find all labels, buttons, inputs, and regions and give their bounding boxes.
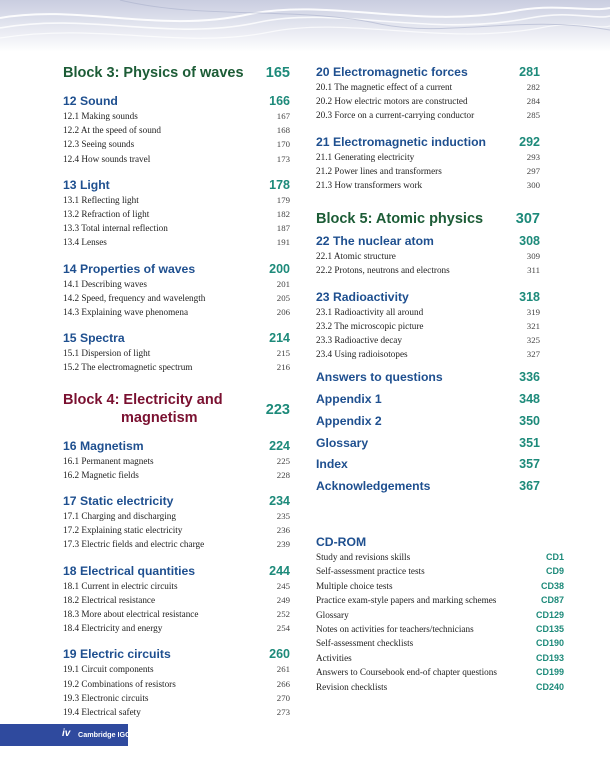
chapter-heading[interactable] <box>63 563 290 579</box>
section-title: 12.3 Seeing sounds <box>63 139 135 150</box>
cdrom-title: Self-assessment checklists <box>316 638 414 649</box>
section-page: 205 <box>276 292 290 303</box>
cdrom-title: Glossary <box>316 609 349 620</box>
cdrom-title: Self-assessment practice tests <box>316 566 425 577</box>
section-title: 23.1 Radioactivity all around <box>316 306 424 317</box>
section-entry[interactable] <box>316 80 540 94</box>
toc-chapter <box>63 563 290 636</box>
section-title: 23.3 Radioactive decay <box>316 335 402 346</box>
section-entry[interactable] <box>63 691 290 705</box>
chapter-page: 260 <box>269 647 290 662</box>
section-title: 20.1 The magnetic effect of a current <box>316 82 453 92</box>
section-entry[interactable] <box>63 221 290 235</box>
section-title: 19.4 Electrical safety <box>63 707 141 718</box>
section-entry[interactable] <box>63 137 290 151</box>
section-title: 14.2 Speed, frequency and wavelength <box>63 292 206 303</box>
section-entry[interactable] <box>63 523 290 537</box>
back-matter-page: 351 <box>519 435 540 450</box>
section-title: 19.2 Combinations of resistors <box>63 678 176 689</box>
block-3-chapters <box>63 93 290 375</box>
chapter-page: 281 <box>519 65 540 79</box>
chapter-page: 166 <box>269 94 290 108</box>
section-entry[interactable] <box>63 621 290 635</box>
toc-chapter <box>316 64 540 123</box>
section-title: 13.3 Total internal reflection <box>63 223 168 234</box>
section-entry[interactable] <box>316 164 540 178</box>
cdrom-title: Notes on activities for teachers/technicians <box>316 624 474 635</box>
section-entry[interactable] <box>63 537 290 551</box>
section-entry[interactable] <box>63 579 290 593</box>
section-title: 18.2 Electrical resistance <box>63 594 156 605</box>
block-page: 165 <box>265 65 290 81</box>
back-matter-entry[interactable] <box>316 456 540 472</box>
back-matter-page: 367 <box>519 478 540 493</box>
cdrom-page: CD193 <box>535 652 564 663</box>
section-title: 17.2 Explaining static electricity <box>63 525 183 536</box>
chapter-title: 12 Sound <box>63 94 118 108</box>
section-entry[interactable] <box>63 152 290 166</box>
back-matter-title: Glossary <box>316 435 369 450</box>
section-entry[interactable] <box>63 109 290 123</box>
chapter-page: 178 <box>269 177 290 192</box>
section-page: 191 <box>276 237 290 248</box>
chapter-heading[interactable] <box>316 289 540 305</box>
section-entry[interactable] <box>63 346 290 360</box>
cdrom-title: Activities <box>316 652 352 663</box>
section-page: 239 <box>276 539 290 550</box>
section-entry[interactable] <box>63 593 290 607</box>
back-matter-title: Answers to questions <box>316 370 443 385</box>
section-page: 201 <box>276 278 290 289</box>
section-page: 309 <box>526 251 540 262</box>
cdrom-title: Practice exam-style papers and marking schemes <box>316 595 497 606</box>
section-page: 252 <box>276 609 290 620</box>
cdrom-page: CD190 <box>535 638 564 649</box>
block-title-line2: magnetism <box>121 409 198 426</box>
section-title: 19.3 Electronic circuits <box>63 692 149 703</box>
section-page: 273 <box>276 707 290 718</box>
section-page: 321 <box>526 320 540 331</box>
toc-chapter <box>316 134 540 193</box>
section-page: 206 <box>276 307 290 318</box>
section-title: 23.2 The microscopic picture <box>316 320 424 331</box>
toc-chapter <box>63 493 290 552</box>
section-page: 293 <box>526 151 540 162</box>
back-matter-entry[interactable] <box>316 435 540 451</box>
section-page: 297 <box>526 165 540 176</box>
back-matter-title: Index <box>316 457 348 472</box>
section-title: 18.1 Current in electric circuits <box>63 580 178 591</box>
section-page: 236 <box>276 525 290 536</box>
chapter-heading[interactable] <box>63 330 290 346</box>
section-title: 12.4 How sounds travel <box>63 153 151 164</box>
section-entry[interactable] <box>63 705 290 719</box>
chapter-page: 318 <box>519 289 540 304</box>
section-entry[interactable] <box>63 291 290 305</box>
chapter-heading[interactable] <box>316 64 540 80</box>
chapter-heading[interactable] <box>63 493 290 509</box>
chapter-heading[interactable] <box>63 93 290 109</box>
section-page: 319 <box>526 306 540 317</box>
section-page: 225 <box>276 455 290 466</box>
chapter-title: 18 Electrical quantities <box>63 563 196 578</box>
section-entry[interactable] <box>316 108 540 122</box>
cdrom-title: Answers to Coursebook end-of chapter questions <box>316 667 497 678</box>
chapter-page: 244 <box>269 563 290 578</box>
chapter-page: 234 <box>269 494 290 509</box>
section-entry[interactable] <box>63 662 290 676</box>
chapter-page: 214 <box>269 331 290 346</box>
section-entry[interactable] <box>63 123 290 137</box>
section-page: 167 <box>276 111 290 121</box>
section-entry[interactable] <box>316 94 540 108</box>
cdrom-entry[interactable] <box>316 651 564 665</box>
section-page: 261 <box>276 664 290 675</box>
chapter-page: 308 <box>519 234 540 249</box>
chapter-page: 200 <box>269 261 290 276</box>
section-title: 16.1 Permanent magnets <box>63 455 154 466</box>
chapter-title: 21 Electromagnetic induction <box>316 134 486 149</box>
section-title: 19.1 Circuit components <box>63 664 154 675</box>
section-title: 21.1 Generating electricity <box>316 151 415 162</box>
chapter-title: 22 The nuclear atom <box>316 234 434 249</box>
toc-chapter <box>63 438 290 482</box>
section-page: 216 <box>276 362 290 373</box>
section-entry[interactable] <box>316 305 540 319</box>
section-entry[interactable] <box>63 468 290 482</box>
section-title: 16.2 Magnetic fields <box>63 469 139 480</box>
toc-chapter <box>63 646 290 719</box>
section-page: 254 <box>276 623 290 634</box>
section-page: 300 <box>526 180 540 191</box>
section-entry[interactable] <box>316 178 540 192</box>
section-page: 270 <box>276 692 290 703</box>
footer-page-number: iv <box>62 728 71 739</box>
section-title: 13.4 Lenses <box>63 237 107 248</box>
back-matter-entry[interactable] <box>316 478 540 494</box>
section-title: 13.2 Refraction of light <box>63 209 150 220</box>
section-entry[interactable] <box>63 277 290 291</box>
section-entry[interactable] <box>63 235 290 249</box>
section-title: 15.1 Dispersion of light <box>63 348 151 359</box>
cdrom-page: CD1 <box>545 552 564 562</box>
block-4-chapters <box>63 438 290 720</box>
chapter-heading[interactable] <box>63 261 290 277</box>
section-title: 14.1 Describing waves <box>63 278 147 289</box>
chapter-heading[interactable] <box>316 233 540 249</box>
section-page: 327 <box>526 349 540 360</box>
section-page: 228 <box>276 469 290 480</box>
decorative-wave-header <box>0 0 610 52</box>
section-page: 249 <box>276 594 290 605</box>
section-title: 23.4 Using radioisotopes <box>316 349 408 360</box>
toc-left-column <box>63 62 290 719</box>
block-4-heading <box>63 391 290 427</box>
back-matter-page: 357 <box>519 457 540 472</box>
chapter-title: 19 Electric circuits <box>63 647 171 662</box>
section-page: 179 <box>276 194 290 205</box>
section-entry[interactable] <box>316 319 540 333</box>
section-title: 17.1 Charging and discharging <box>63 511 176 522</box>
section-title: 17.3 Electric fields and electric charge <box>63 539 205 550</box>
chapter-title: 16 Magnetism <box>63 438 144 453</box>
section-entry[interactable] <box>63 193 290 207</box>
section-entry[interactable] <box>63 607 290 621</box>
section-entry[interactable] <box>316 333 540 347</box>
section-page: 311 <box>527 265 540 276</box>
section-title: 15.2 The electromagnetic spectrum <box>63 362 193 373</box>
section-page: 325 <box>526 335 540 346</box>
cdrom-entry[interactable] <box>316 608 564 622</box>
toc-chapter <box>63 261 290 320</box>
back-matter-title: Appendix 2 <box>316 413 382 428</box>
section-entry[interactable] <box>316 150 540 164</box>
toc-right-column <box>316 62 540 500</box>
section-title: 14.3 Explaining wave phenomena <box>63 307 189 318</box>
back-matter-page: 348 <box>519 392 540 407</box>
cdrom-page: CD129 <box>535 609 564 620</box>
section-title: 22.2 Protons, neutrons and electrons <box>316 265 450 276</box>
section-title: 21.3 How transformers work <box>316 180 423 191</box>
block-title: Block 3: Physics of waves <box>63 65 244 81</box>
chapter-heading[interactable] <box>63 646 290 662</box>
section-entry[interactable] <box>63 305 290 319</box>
cdrom-title: Study and revisions skills <box>316 552 411 562</box>
chapter-title: 15 Spectra <box>63 331 125 346</box>
block-3-heading <box>63 64 290 82</box>
page-footer <box>0 724 610 746</box>
cdrom-page: CD87 <box>540 595 564 606</box>
cdrom-list <box>316 550 564 694</box>
section-entry[interactable] <box>63 509 290 523</box>
section-entry[interactable] <box>63 677 290 691</box>
cdrom-title: Multiple choice tests <box>316 580 393 591</box>
toc-chapter <box>316 289 540 362</box>
section-page: 215 <box>276 348 290 359</box>
cdrom-entry[interactable] <box>316 636 564 650</box>
toc-chapter <box>316 233 540 277</box>
back-matter-page: 350 <box>519 413 540 428</box>
section-page: 284 <box>526 96 540 107</box>
section-page: 285 <box>526 110 540 121</box>
section-page: 182 <box>276 209 290 220</box>
back-matter-entry[interactable] <box>316 413 540 429</box>
toc-chapter <box>63 177 290 250</box>
chapter-title: 20 Electromagnetic forces <box>316 65 468 79</box>
cdrom-page: CD240 <box>535 681 564 692</box>
back-matter-title: Appendix 1 <box>316 392 382 407</box>
block-title-line1: Block 4: Electricity and <box>63 391 223 408</box>
chapter-title: 14 Properties of waves <box>63 261 196 276</box>
section-title: 12.2 At the speed of sound <box>63 125 161 136</box>
section-page: 187 <box>276 223 290 234</box>
chapters-20-21 <box>316 64 540 192</box>
section-title: 18.4 Electricity and energy <box>63 623 163 634</box>
section-title: 20.2 How electric motors are constructed <box>316 96 468 107</box>
section-title: 20.3 Force on a current-carrying conductor <box>316 110 475 121</box>
block-page: 223 <box>265 401 290 418</box>
section-entry[interactable] <box>316 249 540 263</box>
chapter-title: 13 Light <box>63 177 110 192</box>
section-title: 21.2 Power lines and transformers <box>316 165 442 176</box>
back-matter-page: 336 <box>519 370 540 385</box>
back-matter-list <box>316 369 540 493</box>
section-page: 168 <box>276 125 290 136</box>
cdrom-entry[interactable] <box>316 579 564 593</box>
cdrom-page: CD135 <box>535 624 564 635</box>
cdrom-heading: CD-ROM <box>316 535 367 549</box>
section-title: 22.1 Atomic structure <box>316 251 396 262</box>
block-5-heading <box>316 210 540 228</box>
section-page: 266 <box>276 678 290 689</box>
back-matter-entry[interactable] <box>316 391 540 407</box>
toc-chapter <box>63 330 290 374</box>
chapter-heading[interactable] <box>316 134 540 150</box>
back-matter-entry[interactable] <box>316 369 540 385</box>
section-title: 12.1 Making sounds <box>63 111 138 121</box>
block-5-chapters <box>316 233 540 361</box>
footer-book-title: Cambridge IGCSE Physics <box>78 730 170 739</box>
cdrom-entry[interactable] <box>316 622 564 636</box>
section-entry[interactable] <box>63 454 290 468</box>
cdrom-entry[interactable] <box>316 665 564 679</box>
section-title: 13.1 Reflecting light <box>63 194 139 205</box>
block-title: Block 5: Atomic physics <box>316 211 484 228</box>
cdrom-title: Revision checklists <box>316 681 388 692</box>
section-entry[interactable] <box>316 347 540 361</box>
section-entry[interactable] <box>63 207 290 221</box>
cdrom-entry[interactable] <box>316 564 564 578</box>
section-page: 173 <box>276 153 290 164</box>
chapter-page: 224 <box>269 438 290 453</box>
cdrom-page: CD9 <box>545 566 564 577</box>
section-page: 245 <box>276 580 290 591</box>
section-entry[interactable] <box>63 360 290 374</box>
section-entry[interactable] <box>316 263 540 277</box>
cdrom-page: CD199 <box>535 667 564 678</box>
cdrom-page: CD38 <box>540 580 564 591</box>
chapter-title: 17 Static electricity <box>63 494 174 509</box>
chapter-page: 292 <box>519 134 540 149</box>
back-matter-title: Acknowledgements <box>316 478 431 493</box>
block-page: 307 <box>515 211 540 228</box>
section-title: 18.3 More about electrical resistance <box>63 609 199 620</box>
toc-chapter <box>63 93 290 166</box>
section-page: 282 <box>526 82 540 92</box>
chapter-heading[interactable] <box>63 438 290 454</box>
cdrom-entry[interactable] <box>316 680 564 694</box>
chapter-heading[interactable] <box>63 177 290 193</box>
section-page: 170 <box>276 139 290 150</box>
chapter-title: 23 Radioactivity <box>316 289 409 304</box>
cdrom-entry[interactable] <box>316 593 564 607</box>
section-page: 235 <box>276 511 290 522</box>
cdrom-entry[interactable] <box>316 550 564 564</box>
